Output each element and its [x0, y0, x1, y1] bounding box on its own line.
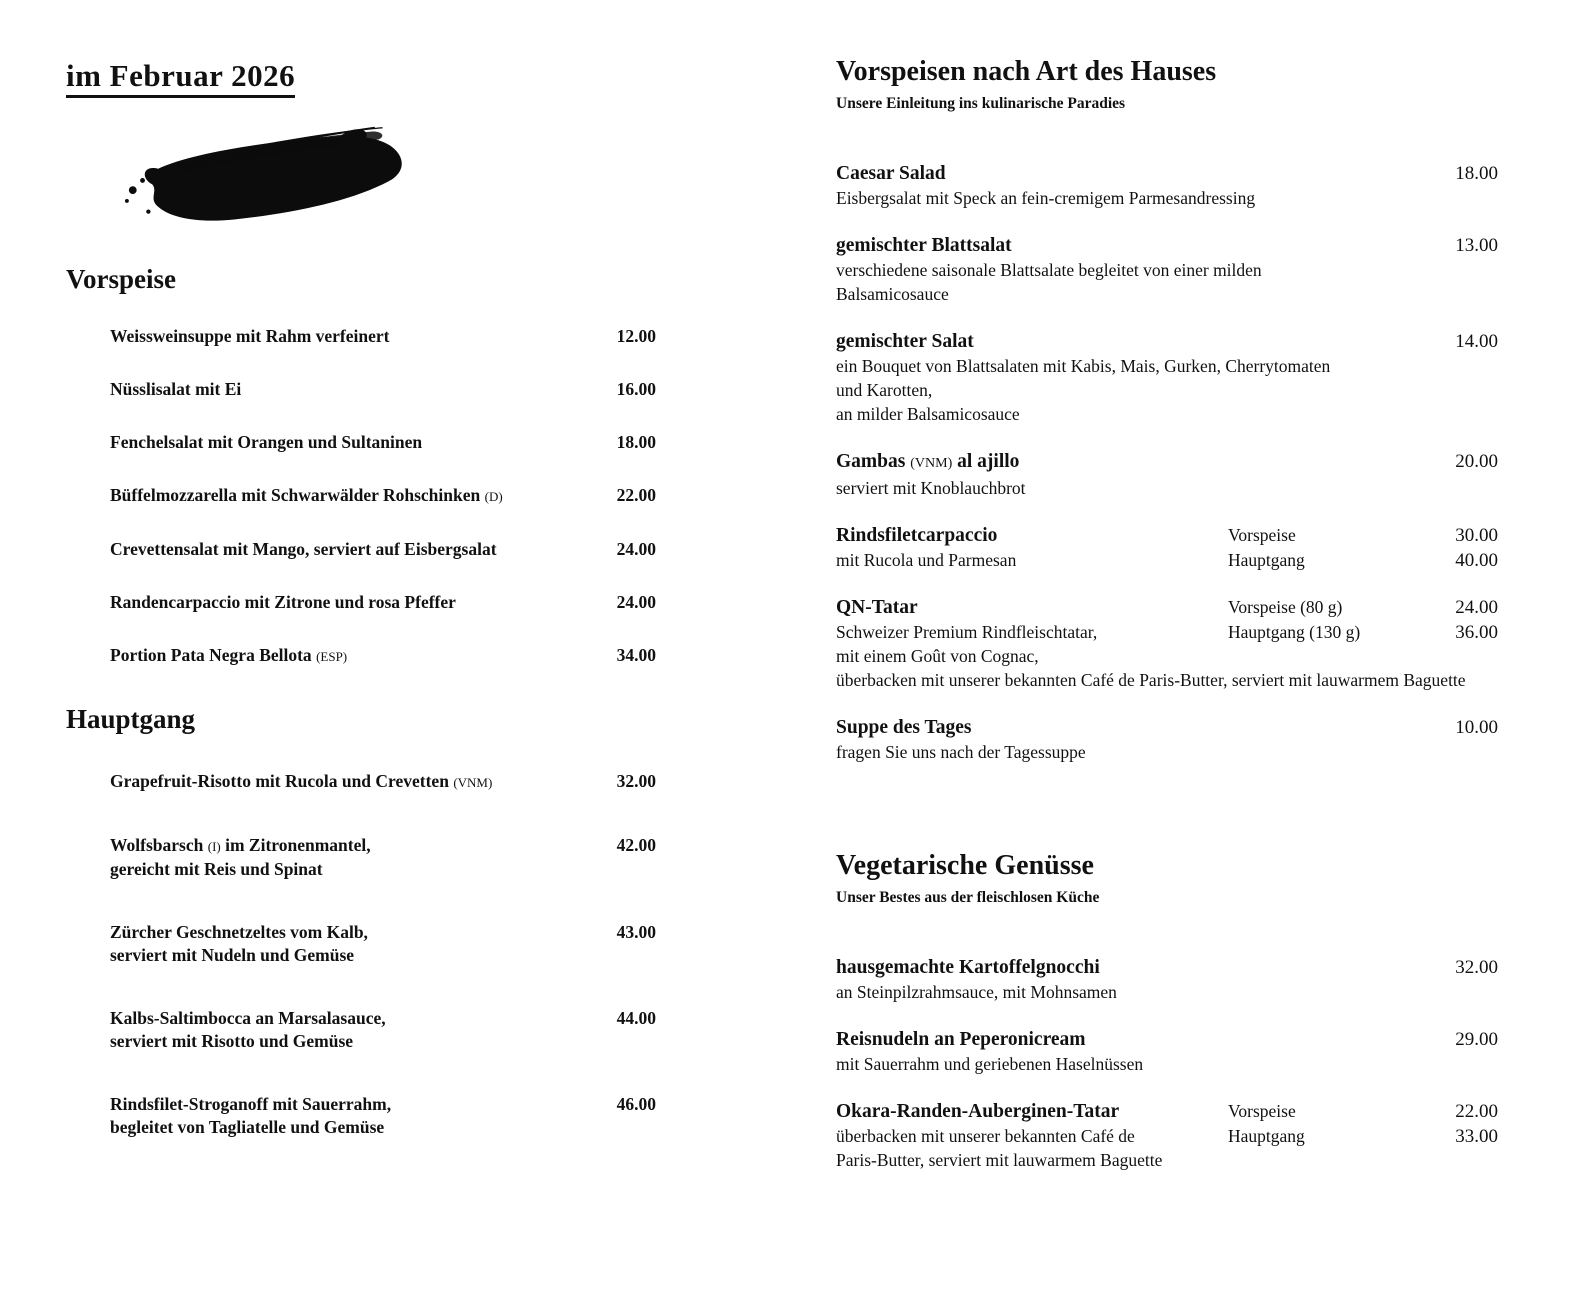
item-price: 18.00	[1455, 163, 1498, 184]
section-vorspeise	[66, 264, 656, 668]
item-name-line	[110, 325, 576, 348]
text-segment: Gambas	[836, 451, 911, 472]
text-segment: gemischter Blattsalat	[836, 235, 1012, 256]
item-description: Schweizer Premium Rindfleischtatar,	[836, 622, 1098, 642]
item-name	[66, 431, 576, 454]
item-name	[836, 161, 1333, 186]
item-description: Paris-Butter, serviert mit lauwarmem Baguette	[836, 1150, 1163, 1170]
menu-item	[66, 834, 656, 881]
text-segment: Crevettensalat mit Mango, serviert auf Eisbergsalat	[110, 539, 497, 559]
menu-item	[836, 595, 1498, 692]
text-segment: Nüsslisalat mit Ei	[110, 379, 242, 399]
text-segment: Rindsfilet-Stroganoff mit Sauerrahm,	[110, 1094, 392, 1114]
variant-label: Hauptgang	[1228, 550, 1305, 570]
section-vorspeisen-haus	[836, 56, 1498, 764]
item-name	[66, 770, 576, 794]
item-name	[66, 538, 576, 561]
item-name	[66, 378, 576, 401]
ink-brush-stroke	[118, 116, 656, 238]
variant-label: Hauptgang	[1228, 1126, 1305, 1146]
text-segment: Zürcher Geschnetzeltes vom Kalb,	[110, 922, 368, 942]
item-price: 34.00	[616, 645, 656, 665]
text-segment: Kalbs-Saltimbocca an Marsalasauce,	[110, 1008, 386, 1028]
text-segment: serviert mit Nudeln und Gemüse	[110, 945, 355, 965]
menu-item	[836, 161, 1498, 210]
text-segment: gemischter Salat	[836, 331, 974, 352]
variant-price: 36.00	[1455, 622, 1498, 643]
item-price: 18.00	[616, 432, 656, 452]
section-heading: Vorspeisen nach Art des Hauses	[836, 56, 1217, 87]
menu-item	[66, 431, 656, 454]
text-segment: Fenchelsalat mit Orangen und Sultaninen	[110, 432, 423, 452]
text-segment: Okara-Randen-Auberginen-Tatar	[836, 1101, 1120, 1122]
variant-label: Vorspeise (80 g)	[1228, 597, 1343, 617]
item-name	[836, 955, 1333, 980]
menu-item	[66, 378, 656, 401]
item-name	[66, 644, 576, 668]
section-subtitle: Unsere Einleitung ins kulinarische Paradies	[836, 95, 1126, 112]
item-description: fragen Sie uns nach der Tagessuppe	[836, 742, 1086, 762]
item-name	[66, 325, 576, 348]
text-segment: Caesar Salad	[836, 163, 946, 184]
item-name-line	[110, 484, 576, 508]
menu-item	[66, 921, 656, 967]
text-segment: Rindsfiletcarpaccio	[836, 525, 998, 546]
text-segment: begleitet von Tagliatelle und Gemüse	[110, 1117, 385, 1137]
variant-label: Vorspeise	[1228, 1101, 1296, 1121]
text-segment: al ajillo	[952, 451, 1020, 472]
menu-date-title: im Februar 2026	[66, 58, 295, 98]
item-price: 13.00	[1455, 235, 1498, 256]
ink-brush-stroke-graphic	[118, 116, 413, 238]
text-segment: Büffelmozzarella mit Schwarwälder Rohschinken	[110, 485, 485, 505]
text-segment: serviert mit Risotto und Gemüse	[110, 1031, 354, 1051]
menu-item	[836, 715, 1498, 764]
item-price: 44.00	[616, 1008, 656, 1028]
dietary-annotation: (I)	[207, 839, 221, 854]
item-price: 12.00	[616, 326, 656, 346]
item-name-line	[110, 770, 576, 794]
text-segment: hausgemachte Kartoffelgnocchi	[836, 957, 1100, 978]
item-name-line	[110, 858, 576, 881]
menu-item	[66, 325, 656, 348]
menu-item	[66, 1007, 656, 1053]
variant-prices	[1455, 1099, 1498, 1149]
item-name	[66, 921, 576, 967]
menu-item-list	[66, 325, 656, 668]
item-price: 20.00	[1455, 451, 1498, 472]
section-heading: Hauptgang	[66, 704, 196, 734]
item-price: 16.00	[616, 379, 656, 399]
variant-label: Vorspeise	[1228, 525, 1296, 545]
item-price: 10.00	[1455, 717, 1498, 738]
item-description: mit Sauerrahm und geriebenen Haselnüssen	[836, 1054, 1144, 1074]
section-vegetarisch	[836, 850, 1498, 1172]
section-subtitle: Unser Bestes aus der fleischlosen Küche	[836, 889, 1100, 906]
text-segment: im Zitronenmantel,	[220, 835, 371, 855]
variant-price: 33.00	[1455, 1126, 1498, 1147]
item-name-line	[110, 1093, 576, 1116]
item-price: 46.00	[616, 1094, 656, 1114]
text-segment: Weissweinsuppe mit Rahm verfeinert	[110, 326, 390, 346]
menu-item	[836, 449, 1498, 500]
menu-item	[836, 233, 1498, 306]
item-name	[836, 1027, 1333, 1052]
item-price: 22.00	[616, 485, 656, 505]
item-name	[836, 449, 1333, 476]
menu-item	[836, 1099, 1498, 1172]
item-description: mit einem Goût von Cognac,	[836, 646, 1039, 666]
item-price: 14.00	[1455, 331, 1498, 352]
text-segment: Grapefruit-Risotto mit Rucola und Crevetten	[110, 771, 454, 791]
menu-item	[836, 329, 1498, 426]
menu-item	[836, 955, 1498, 1004]
dietary-annotation: (D)	[484, 489, 503, 504]
text-segment: Portion Pata Negra Bellota	[110, 645, 317, 665]
text-segment: QN-Tatar	[836, 597, 918, 618]
variant-price: 24.00	[1455, 597, 1498, 618]
item-name-line	[110, 1030, 576, 1053]
menu-item	[66, 484, 656, 508]
variant-labels	[1228, 595, 1360, 645]
variant-price: 22.00	[1455, 1101, 1498, 1122]
text-segment: Randencarpaccio mit Zitrone und rosa Pfeffer	[110, 592, 456, 612]
variant-prices	[1455, 595, 1498, 645]
menu-item	[836, 1027, 1498, 1076]
item-price: 24.00	[616, 592, 656, 612]
dietary-annotation: (VNM)	[453, 775, 493, 790]
menu-item	[66, 644, 656, 668]
menu-item	[66, 1093, 656, 1139]
item-name	[66, 1093, 576, 1139]
item-name	[66, 1007, 576, 1053]
menu-item-list	[836, 955, 1498, 1172]
item-price: 42.00	[616, 835, 656, 855]
text-segment: Wolfsbarsch	[110, 835, 208, 855]
item-description: serviert mit Knoblauchbrot	[836, 478, 1026, 498]
item-description: verschiedene saisonale Blattsalate begleitet von einer milden Balsamicosauce	[836, 260, 1262, 304]
item-price: 32.00	[1455, 957, 1498, 978]
item-description: Eisbergsalat mit Speck an fein-cremigem Parmesandressing	[836, 188, 1256, 208]
item-price: 24.00	[616, 539, 656, 559]
variant-labels	[1228, 1099, 1305, 1149]
variant-prices	[1455, 523, 1498, 573]
dietary-annotation: (VNM)	[910, 456, 953, 471]
item-name-line	[110, 1116, 576, 1139]
item-name	[836, 523, 1498, 548]
variant-price: 30.00	[1455, 525, 1498, 546]
left-column	[66, 58, 656, 1179]
item-name	[836, 329, 1333, 354]
item-description: überbacken mit unserer bekannten Café de Paris-Butter, serviert mit lauwarmem Baguette	[836, 670, 1466, 690]
item-name	[836, 595, 1498, 620]
text-segment: Reisnudeln an Peperonicream	[836, 1029, 1086, 1050]
item-description: überbacken mit unserer bekannten Café de	[836, 1126, 1135, 1146]
item-description: an milder Balsamicosauce	[836, 404, 1020, 424]
item-name	[66, 484, 576, 508]
variant-label: Hauptgang (130 g)	[1228, 622, 1361, 642]
item-name-line	[110, 591, 576, 614]
item-name-line	[110, 378, 576, 401]
item-name-line	[110, 431, 576, 454]
menu-item	[66, 538, 656, 561]
text-segment: Suppe des Tages	[836, 717, 972, 738]
section-heading: Vorspeise	[66, 264, 177, 294]
item-price: 32.00	[616, 771, 656, 791]
item-description: an Steinpilzrahmsauce, mit Mohnsamen	[836, 982, 1117, 1002]
item-name	[66, 834, 576, 881]
item-name-line	[110, 944, 576, 967]
right-column	[836, 56, 1498, 1195]
menu-item	[66, 770, 656, 794]
variant-labels	[1228, 523, 1305, 573]
variant-price: 40.00	[1455, 550, 1498, 571]
item-price: 43.00	[616, 922, 656, 942]
dietary-annotation: (ESP)	[316, 649, 348, 664]
text-segment: gereicht mit Reis und Spinat	[110, 859, 323, 879]
item-name-line	[110, 1007, 576, 1030]
item-name	[836, 715, 1333, 740]
item-name-line	[110, 834, 576, 858]
menu-item-list	[836, 161, 1498, 764]
item-description: ein Bouquet von Blattsalaten mit Kabis, Mais, Gurken, Cherrytomaten und Karotten,	[836, 356, 1331, 400]
item-price: 29.00	[1455, 1029, 1498, 1050]
item-name	[66, 591, 576, 614]
item-name	[836, 1099, 1498, 1124]
item-name-line	[110, 921, 576, 944]
item-name	[836, 233, 1333, 258]
section-hauptgang	[66, 704, 656, 1139]
menu-item-list	[66, 770, 656, 1139]
section-heading: Vegetarische Genüsse	[836, 850, 1094, 881]
item-name-line	[110, 538, 576, 561]
menu-item	[836, 523, 1498, 572]
item-description: mit Rucola und Parmesan	[836, 550, 1017, 570]
item-name-line	[110, 644, 576, 668]
menu-item	[66, 591, 656, 614]
